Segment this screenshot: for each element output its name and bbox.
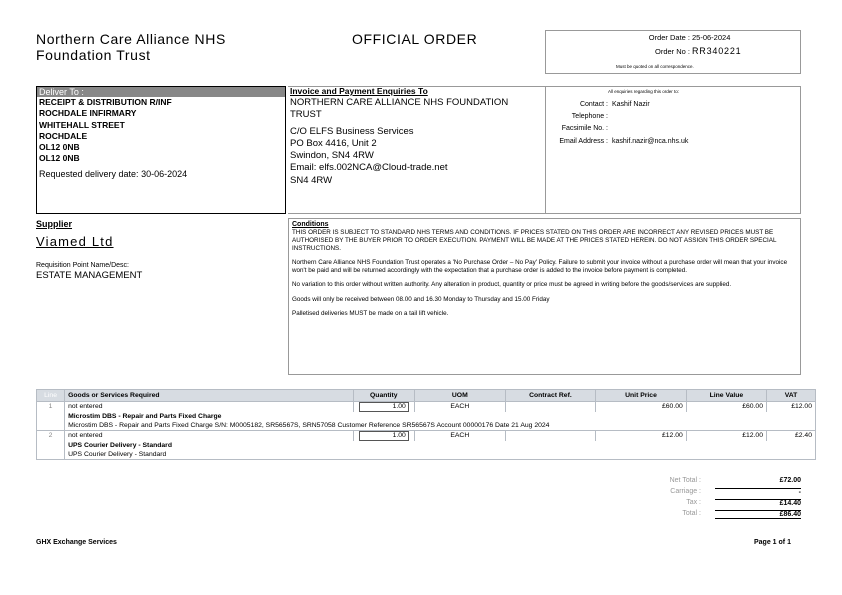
net-total-label: Net Total : xyxy=(669,477,701,484)
order-date-value: 25-06-2024 xyxy=(692,33,731,42)
invoice-line: SN4 4RW xyxy=(290,174,333,186)
header-goods: Goods or Services Required xyxy=(65,390,353,402)
deliver-line: OL12 0NB xyxy=(39,153,80,164)
conditions-heading: Conditions xyxy=(292,221,329,228)
invoice-heading: Invoice and Payment Enquiries To xyxy=(290,86,428,96)
header-quantity: Quantity xyxy=(353,390,414,402)
invoice-line: NORTHERN CARE ALLIANCE NHS FOUNDATION xyxy=(290,97,509,108)
row-quantity xyxy=(353,431,414,442)
invoice-enquiries xyxy=(290,86,545,187)
table-row xyxy=(37,431,816,442)
tax-label: Tax : xyxy=(686,499,701,506)
header-contract-ref: Contract Ref. xyxy=(505,390,596,402)
table-row-continuation xyxy=(37,412,816,421)
row-item-detail: Microstim DBS - Repair and Parts Fixed Charge S/N: M0005182, SR56567S, SRN57058 Customer Reference SR56567S Account 00000176 Date 21 Aug 2024 xyxy=(65,421,816,431)
invoice-line: TRUST xyxy=(290,109,322,121)
email-value: kashif.nazir@nca.nhs.uk xyxy=(612,138,689,145)
supplier-heading: Supplier xyxy=(36,219,73,229)
net-total-value: £72.00 xyxy=(779,477,801,484)
deliver-line: ROCHDALE xyxy=(39,130,88,141)
row-uom: EACH xyxy=(415,431,506,442)
total-value: £86.40 xyxy=(715,510,801,519)
requisition-label: Requisition Point Name/Desc: xyxy=(36,262,129,269)
table-row-continuation xyxy=(37,421,816,431)
row-vat: £12.00 xyxy=(766,402,815,413)
row-line-value: £12.00 xyxy=(686,431,766,442)
row-item-description: UPS Courier Delivery - Standard xyxy=(65,441,816,450)
row-line-number: 1 xyxy=(37,402,65,413)
row-item-entered: not entered xyxy=(65,402,353,413)
header-unit-price: Unit Price xyxy=(596,390,687,402)
order-date-label: Order Date : xyxy=(648,33,690,42)
row-item-description: Microstim DBS - Repair and Parts Fixed Charge xyxy=(65,412,816,421)
deliver-line: OL12 0NB xyxy=(39,142,80,153)
invoice-divider xyxy=(545,86,546,214)
organisation-name-line-2: Foundation Trust xyxy=(36,47,151,63)
organisation-name-line-1: Northern Care Alliance NHS xyxy=(36,31,226,47)
page-number: Page 1 of 1 xyxy=(754,539,791,546)
total-label: Total : xyxy=(682,510,701,517)
deliver-line: RECEIPT & DISTRIBUTION R/INF xyxy=(39,97,172,107)
row-unit-price: £12.00 xyxy=(596,431,687,442)
fax-label: Facsimile No. : xyxy=(561,125,608,132)
requested-delivery-date: Requested delivery date: 30-06-2024 xyxy=(39,168,188,179)
row-item-entered: not entered xyxy=(65,431,353,442)
header-uom: UOM xyxy=(415,390,506,402)
conditions-box xyxy=(288,218,801,375)
deliver-line: ROCHDALE INFIRMARY xyxy=(39,108,137,119)
organisation-name xyxy=(36,31,226,63)
row-line-value: £60.00 xyxy=(686,402,766,413)
invoice-line: Swindon, SN4 4RW xyxy=(290,150,374,162)
deliver-to-box xyxy=(36,86,286,214)
row-item-detail: UPS Courier Delivery - Standard xyxy=(65,450,816,460)
condition-paragraph: No variation to this order without written authority. Any alteration in product, quantity or price must be agreed in writing before the goods/services are supplied. xyxy=(292,281,732,289)
order-details-box xyxy=(545,30,801,74)
carriage-value: - xyxy=(715,488,801,496)
order-number-value: RR340221 xyxy=(692,46,742,56)
contact-label: Contact : xyxy=(579,101,608,108)
requisition-value: ESTATE MANAGEMENT xyxy=(36,270,143,281)
order-date-row xyxy=(648,33,731,42)
order-lines-table xyxy=(36,389,816,460)
table-row xyxy=(37,402,816,413)
order-number-row xyxy=(654,46,742,56)
supplier-name: Viamed Ltd xyxy=(36,234,114,249)
invoice-line: PO Box 4416, Unit 2 xyxy=(290,137,377,149)
table-header-row xyxy=(37,390,816,402)
row-line-number: 2 xyxy=(37,431,65,442)
quote-note: Must be quoted on all correspondence. xyxy=(616,64,694,69)
table-row-continuation xyxy=(37,441,816,450)
condition-paragraph: THIS ORDER IS SUBJECT TO STANDARD NHS TERMS AND CONDITIONS. IF PRICES STATED ON THIS ORDER ARE INCORRECT ANY REVISED PRICES MUST BE AUTHORISED BY THE BUYER PRIOR TO ORDER EXECUTION. PAYMENT WILL BE MADE AT THE PRICES STATED HEREIN. DO NOT ASSIGN THIS ORDER SPECIAL INSTRUCTIONS. xyxy=(292,229,777,253)
header-vat: VAT xyxy=(766,390,815,402)
condition-paragraph: Northern Care Alliance NHS Foundation Trust operates a 'No Purchase Order – No Pay' Policy. Failure to submit your invoice without a purchase order will mean that your invoice won't be paid and will be returned accordingly with the expectation that a purchase order is added to the invoice before payment is completed. xyxy=(292,259,788,275)
telephone-label: Telephone : xyxy=(571,113,608,120)
row-contract-ref xyxy=(505,431,596,442)
invoice-line: C/O ELFS Business Services xyxy=(290,125,414,137)
carriage-label: Carriage : xyxy=(670,488,701,495)
invoice-line: Email: elfs.002NCA@Cloud-trade.net xyxy=(290,162,448,174)
row-unit-price: £60.00 xyxy=(596,402,687,413)
footer-left: GHX Exchange Services xyxy=(36,539,117,546)
condition-paragraph: Palletised deliveries MUST be made on a tail lift vehicle. xyxy=(292,309,449,317)
row-vat: £2.40 xyxy=(766,431,815,442)
deliver-to-heading: Deliver To : xyxy=(37,87,285,97)
header-line: Line xyxy=(37,390,65,402)
quantity-value: 1.00 xyxy=(359,402,409,412)
order-number-label: Order No : xyxy=(654,47,690,56)
contact-value: Kashif Nazir xyxy=(612,101,650,108)
table-row-continuation xyxy=(37,450,816,460)
row-contract-ref xyxy=(505,402,596,413)
header-line-value: Line Value xyxy=(686,390,766,402)
email-label: Email Address : xyxy=(559,138,608,145)
condition-paragraph: Goods will only be received between 08.00 and 16.30 Monday to Thursday and 15.00 Friday xyxy=(292,295,550,303)
deliver-line: WHITEHALL STREET xyxy=(39,119,125,130)
quantity-value: 1.00 xyxy=(359,431,409,441)
document-title: OFFICIAL ORDER xyxy=(352,31,478,47)
enquiries-heading: All enquiries regarding this order to: xyxy=(608,89,680,94)
row-quantity xyxy=(353,402,414,413)
row-uom: EACH xyxy=(415,402,506,413)
tax-value: £14.40 xyxy=(715,499,801,507)
